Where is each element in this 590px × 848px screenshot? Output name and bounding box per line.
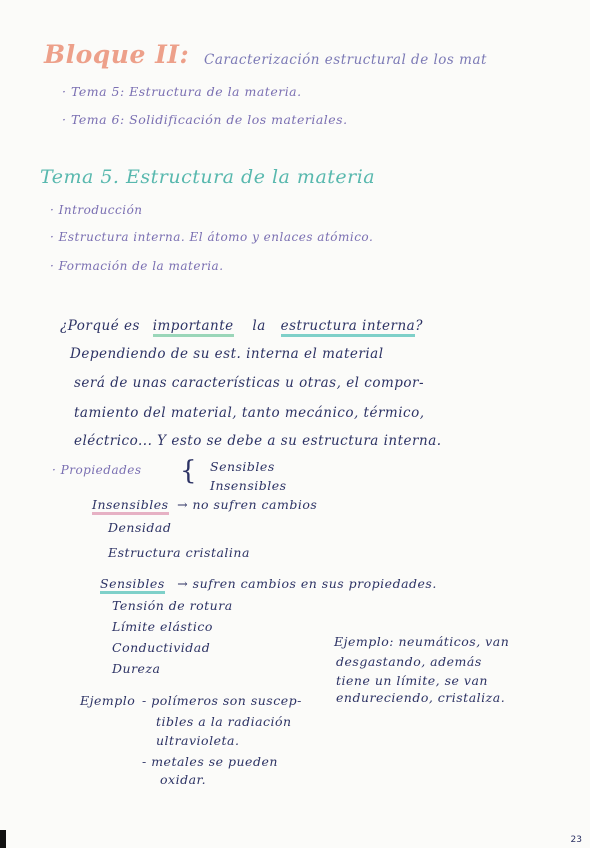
insensible-item-densidad: Densidad — [108, 520, 172, 535]
example-right-line-4: endureciendo, cristaliza. — [336, 690, 506, 705]
sensibles-arrow: → sufren cambios en sus propiedades. — [177, 576, 437, 591]
example-left-line-4: - metales se pueden — [142, 754, 278, 769]
sensibles-row — [100, 576, 437, 591]
page-number: 23 — [570, 835, 582, 845]
question-start: ¿Porqué es — [60, 318, 140, 334]
insensibles-arrow: → no sufren cambios — [177, 497, 318, 512]
question-la: la — [252, 318, 266, 334]
tema-5-line: · Tema 5: Estructura de la materia. — [62, 84, 302, 99]
answer-line-2: será de unas características u otras, el compor- — [74, 375, 425, 391]
question-line — [60, 318, 423, 334]
highlight-importante: importante — [153, 318, 234, 337]
insensibles-row — [92, 497, 317, 512]
branch-insensibles: Insensibles — [210, 478, 287, 493]
example-left-line-3: ultravioleta. — [156, 733, 240, 748]
bloque-label: Bloque II: — [44, 40, 190, 69]
binder-mark — [0, 830, 6, 848]
bullet-formacion: · Formación de la materia. — [50, 259, 224, 273]
example-left-line-1: - polímeros son suscep- — [142, 693, 302, 708]
sensible-item-conductividad: Conductividad — [112, 640, 211, 655]
example-left-line-5: oxidar. — [160, 772, 207, 787]
tema-6-line: · Tema 6: Solidificación de los materiales. — [62, 112, 348, 127]
bullet-introduccion: · Introducción — [50, 203, 143, 217]
insensibles-label: Insensibles — [92, 497, 169, 515]
bullet-estructura-interna: · Estructura interna. El átomo y enlaces atómico. — [50, 230, 374, 244]
propiedades-label: · Propiedades — [52, 463, 142, 477]
bloque-title: Caracterización estructural de los mat — [204, 52, 487, 68]
section-heading: Tema 5. Estructura de la materia — [40, 166, 376, 188]
sensibles-label: Sensibles — [100, 576, 165, 594]
question-mark: ? — [415, 318, 423, 334]
sensible-item-limite: Límite elástico — [112, 619, 213, 634]
sensible-item-tension: Tensión de rotura — [112, 598, 233, 613]
answer-line-4: eléctrico... Y esto se debe a su estructura interna. — [74, 433, 442, 449]
example-right-line-1: Ejemplo: neumáticos, van — [334, 634, 510, 649]
bracket-icon: { — [180, 456, 198, 486]
sensible-item-dureza: Dureza — [112, 661, 161, 676]
answer-line-3: tamiento del material, tanto mecánico, térmico, — [74, 405, 425, 421]
example-left-label: Ejemplo — [80, 693, 136, 708]
example-left-line-2: tibles a la radiación — [156, 714, 292, 729]
answer-line-1: Dependiendo de su est. interna el material — [70, 346, 384, 362]
branch-sensibles: Sensibles — [210, 459, 275, 474]
example-right-line-2: desgastando, además — [336, 654, 482, 669]
example-right-line-3: tiene un límite, se van — [336, 673, 488, 688]
highlight-estructura-interna: estructura interna — [281, 318, 416, 337]
insensible-item-estructura: Estructura cristalina — [108, 545, 250, 560]
